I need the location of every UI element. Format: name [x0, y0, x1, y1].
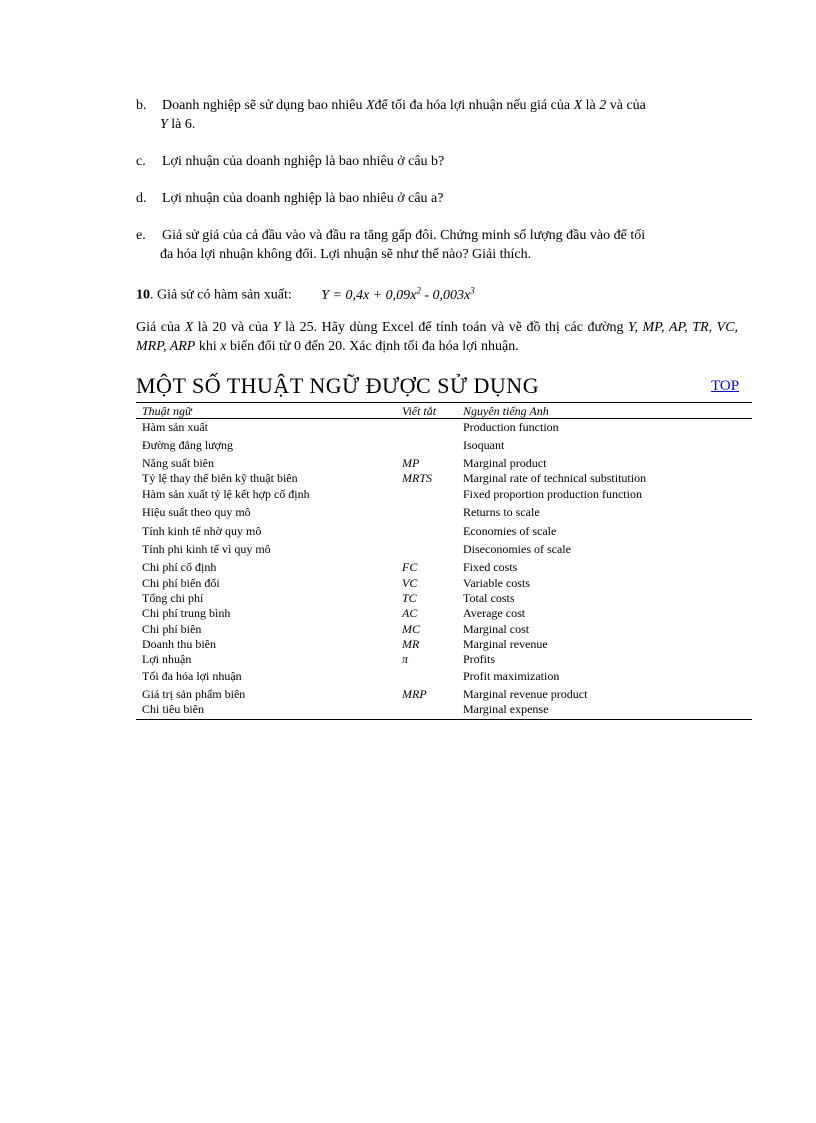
- question-10-text: . Giả sử có hàm sản xuất:: [150, 287, 292, 303]
- question-10: [136, 281, 738, 305]
- var-x: X: [365, 98, 375, 113]
- table-header-rule: [136, 418, 752, 419]
- english-cell: Marginal expense: [463, 702, 549, 716]
- question-d-label: d.: [136, 191, 147, 206]
- question-e-label: e.: [136, 228, 146, 243]
- abbr-cell: AC: [402, 606, 418, 620]
- price-value: 2: [599, 98, 607, 113]
- english-cell: Marginal rate of technical substitution: [463, 471, 647, 485]
- formula-exp-1: 2: [416, 285, 421, 295]
- header-english: Nguyên tiếng Anh: [463, 404, 549, 418]
- question-e: [136, 226, 738, 264]
- abbr-cell: FC: [402, 560, 418, 574]
- term-cell: Đường đẳng lượng: [142, 438, 234, 452]
- header-abbr: Viết tắt: [402, 404, 437, 418]
- abbr-cell: MRP: [402, 687, 427, 701]
- term-cell: Giá trị sản phẩm biên: [142, 687, 246, 701]
- question-e-text-1: Giả sử giá của cả đầu vào và đầu ra tăng gấp đôi. Chứng minh số lượng đầu vào để tối: [162, 228, 646, 243]
- table-header: [136, 404, 752, 418]
- english-cell: Variable costs: [463, 576, 530, 590]
- english-cell: Profit maximization: [463, 669, 560, 683]
- english-cell: Marginal revenue product: [463, 687, 588, 701]
- english-cell: Diseconomies of scale: [463, 542, 571, 556]
- question-c-label: c.: [136, 154, 146, 169]
- question-b-text-2: để tối đa hóa lợi nhuận nếu giá của: [374, 98, 571, 113]
- english-cell: Total costs: [463, 591, 515, 605]
- term-cell: Tính kinh tế nhờ quy mô: [142, 524, 262, 538]
- question-10-number: 10: [136, 287, 150, 303]
- curve-list-1: Y, MP,: [628, 320, 665, 335]
- var-x-lower: x: [220, 339, 227, 354]
- english-cell: Isoquant: [463, 438, 505, 452]
- production-function-formula: [321, 285, 475, 303]
- term-cell: Hàm sản xuất: [142, 420, 208, 434]
- term-cell: Chi phí biến đổi: [142, 576, 220, 590]
- var-x: X: [184, 320, 194, 335]
- term-cell: Tính phi kinh tế vì quy mô: [142, 542, 271, 556]
- english-cell: Marginal cost: [463, 622, 530, 636]
- para-text-3: là 25. Hãy dùng Excel để tính toán và vẽ đồ thị các đường: [284, 320, 624, 335]
- english-cell: Fixed proportion production function: [463, 487, 642, 501]
- abbr-cell: TC: [402, 591, 417, 605]
- formula-part-2: - 0,003x: [420, 287, 471, 303]
- var-y: Y: [272, 320, 281, 335]
- english-cell: Fixed costs: [463, 560, 518, 574]
- question-b: [136, 96, 738, 134]
- var-x: X: [573, 98, 583, 113]
- term-cell: Chi phí trung bình: [142, 606, 231, 620]
- english-cell: Production function: [463, 420, 559, 434]
- question-c-text: Lợi nhuận của doanh nghiệp là bao nhiêu ở câu b?: [162, 154, 445, 169]
- para-text-1: Giá của: [136, 320, 181, 335]
- formula-exp-2: 3: [470, 285, 475, 295]
- english-cell: Profits: [463, 652, 496, 666]
- glossary-title: MỘT SỐ THUẬT NGỮ ĐƯỢC SỬ DỤNG: [136, 373, 540, 398]
- abbr-cell: π: [402, 652, 409, 666]
- term-cell: Tỷ lệ thay thế biên kỹ thuật biên: [142, 471, 298, 485]
- question-b-text-3: là: [585, 98, 596, 113]
- term-cell: Năng suất biên: [142, 456, 214, 470]
- term-cell: Tối đa hóa lợi nhuận: [142, 669, 242, 683]
- term-cell: Doanh thu biên: [142, 637, 216, 651]
- question-b-text-5: là 6.: [171, 117, 196, 132]
- var-y: Y: [160, 117, 168, 132]
- table-bottom-rule: [136, 719, 752, 720]
- question-c: [136, 152, 738, 171]
- question-d: [136, 189, 738, 208]
- curve-list-2: AP, TR, VC, MRP, ARP: [136, 320, 739, 354]
- abbr-cell: MP: [402, 456, 420, 470]
- abbr-cell: VC: [402, 576, 418, 590]
- abbr-cell: MR: [402, 637, 420, 651]
- table-top-rule: [136, 402, 752, 403]
- para-text-4: khi: [198, 339, 217, 354]
- question-b-label: b.: [136, 98, 147, 113]
- para-text-5: biến đổi từ 0 đến 20. Xác định tối đa hóa lợi nhuận.: [229, 339, 519, 354]
- para-text-2: là 20 và của: [197, 320, 269, 335]
- term-cell: Hàm sản xuất tỷ lệ kết hợp cố định: [142, 487, 310, 501]
- term-cell: Chi tiêu biên: [142, 702, 204, 716]
- header-term: Thuật ngữ: [142, 404, 192, 418]
- top-link[interactable]: TOP: [711, 378, 740, 394]
- question-b-text-1: Doanh nghiệp sẽ sử dụng bao nhiêu: [162, 98, 363, 113]
- exercise-paragraph: [136, 318, 738, 356]
- question-e-text-2: đa hóa lợi nhuận không đổi. Lợi nhuận sẽ như thế nào? Giải thích.: [160, 247, 532, 262]
- question-b-text-4: và của: [609, 98, 646, 113]
- term-cell: Chi phí biên: [142, 622, 202, 636]
- english-cell: Returns to scale: [463, 505, 540, 519]
- formula-part-1: Y = 0,4x + 0,09x: [321, 287, 417, 303]
- abbr-cell: MRTS: [402, 471, 432, 485]
- term-cell: Chi phí cố định: [142, 560, 217, 574]
- english-cell: Average cost: [463, 606, 526, 620]
- question-d-text: Lợi nhuận của doanh nghiệp là bao nhiêu ở câu a?: [162, 191, 444, 206]
- abbr-cell: MC: [402, 622, 420, 636]
- term-cell: Lợi nhuận: [142, 652, 192, 666]
- term-cell: Hiệu suất theo quy mô: [142, 505, 251, 519]
- english-cell: Marginal revenue: [463, 637, 548, 651]
- term-cell: Tổng chi phí: [142, 591, 204, 605]
- english-cell: Marginal product: [463, 456, 547, 470]
- english-cell: Economies of scale: [463, 524, 557, 538]
